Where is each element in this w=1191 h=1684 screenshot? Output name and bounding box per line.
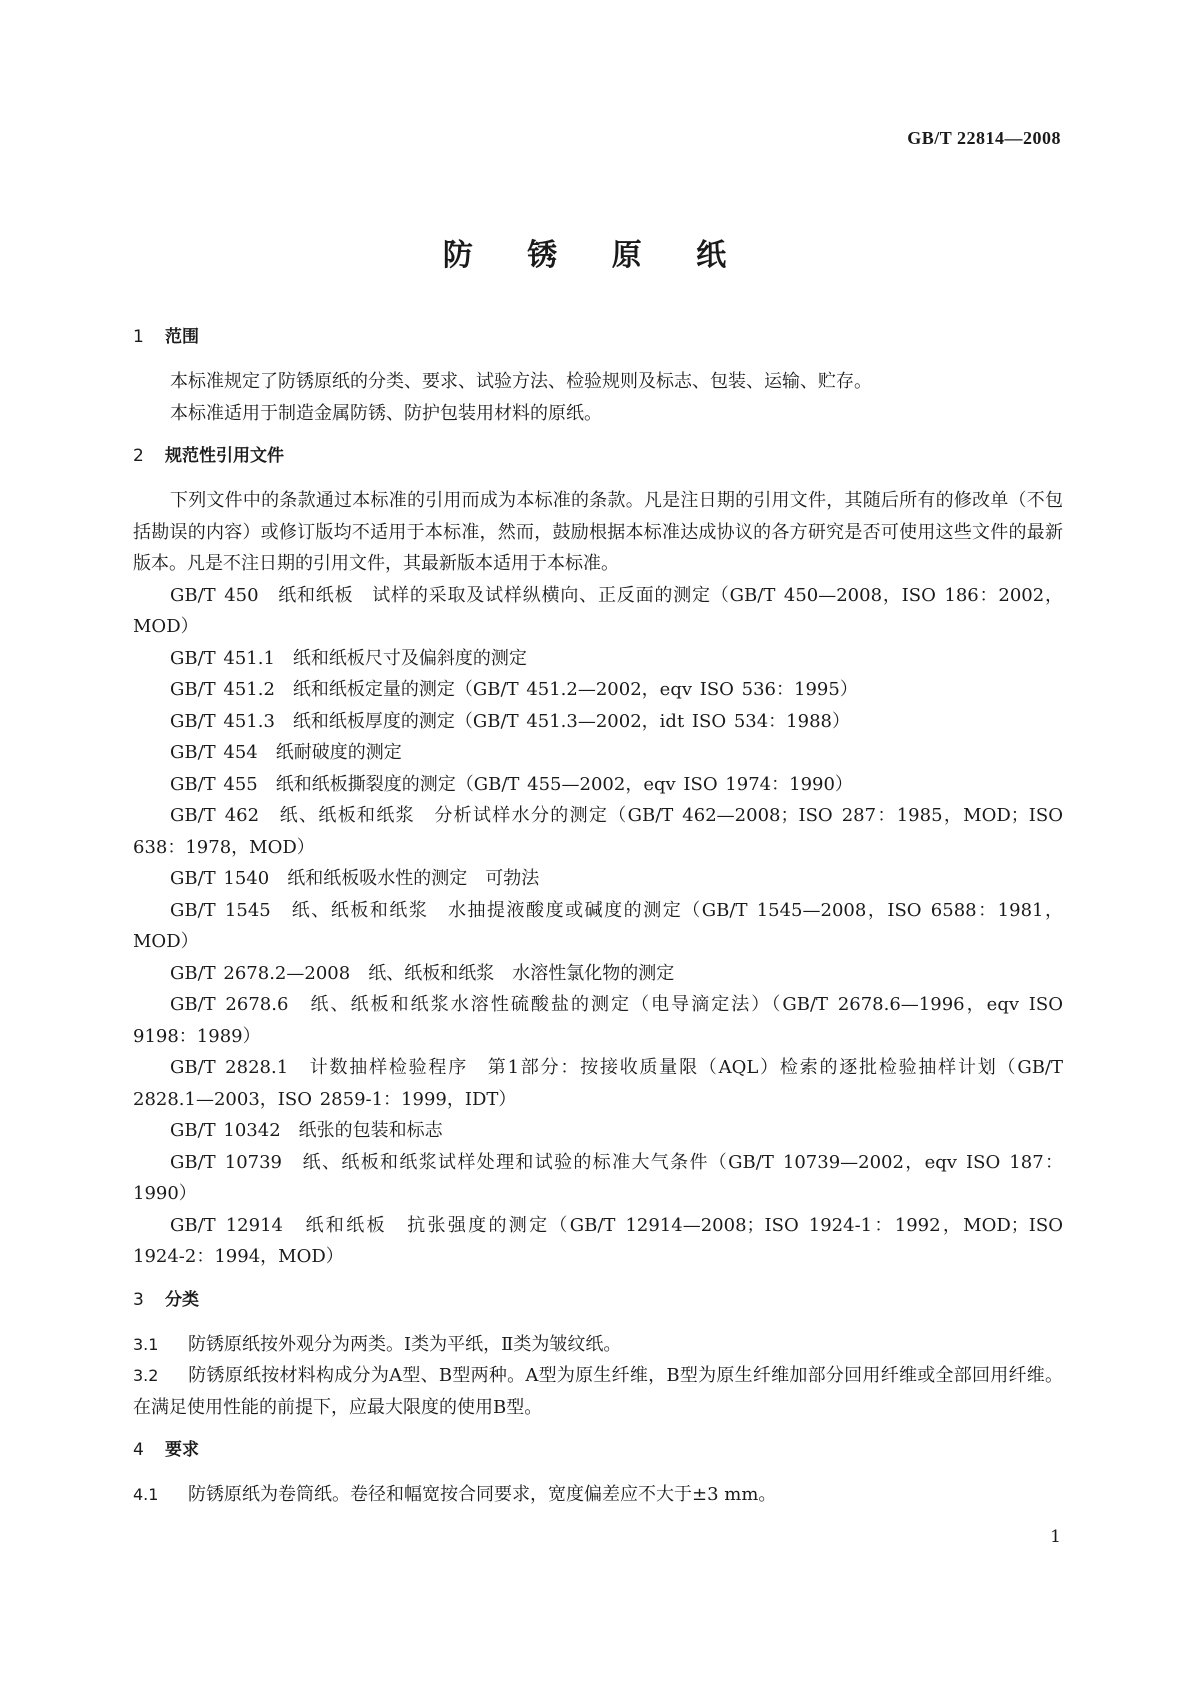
reference-item: GB/T 2828.1 计数抽样检验程序 第1部分：按接收质量限（AQL）检索的逐批检验抽样计划（GB/T 2828.1—2003，ISO 2859-1：1999，IDT） — [133, 1057, 1063, 1110]
section-heading-normative-references — [133, 441, 1063, 471]
clause-text: 防锈原纸按材料构成分为A型、B型两种。A型为原生纤维，B型为原生纤维加部分回用纤维或全部回用纤维。在满足使用性能的前提下，应最大限度的使用B型。 — [133, 1365, 1063, 1418]
section-title: 要求 — [165, 1440, 199, 1460]
reference-item: GB/T 2678.6 纸、纸板和纸浆水溶性硫酸盐的测定（电导滴定法）（GB/T 2678.6—1996，eqv ISO 9198：1989） — [133, 994, 1063, 1047]
section-number: 1 — [133, 327, 144, 347]
document-body — [133, 322, 1063, 1511]
clause-number: 3.2 — [133, 1366, 159, 1385]
reference-item: GB/T 1545 纸、纸板和纸浆 水抽提液酸度或碱度的测定（GB/T 1545—2008，ISO 6588：1981，MOD） — [133, 899, 1063, 952]
section-number: 2 — [133, 446, 144, 466]
reference-item: GB/T 462 纸、纸板和纸浆 分析试样水分的测定（GB/T 462—2008；ISO 287：1985，MOD；ISO 638：1978，MOD） — [133, 805, 1063, 858]
page-number: 1 — [1050, 1527, 1061, 1547]
reference-item: GB/T 10739 纸、纸板和纸浆试样处理和试验的标准大气条件（GB/T 10739—2002，eqv ISO 187：1990） — [133, 1151, 1063, 1204]
reference-item: GB/T 454 纸耐破度的测定 — [170, 742, 402, 763]
reference-item: GB/T 10342 纸张的包装和标志 — [170, 1120, 443, 1141]
reference-item: GB/T 451.2 纸和纸板定量的测定（GB/T 451.2—2002，eqv ISO 536：1995） — [170, 679, 858, 700]
clause — [133, 1479, 1063, 1511]
reference-item: GB/T 455 纸和纸板撕裂度的测定（GB/T 455—2002，eqv ISO 1974：1990） — [170, 773, 853, 795]
section-title: 分类 — [165, 1289, 199, 1310]
clause-number: 3.1 — [133, 1334, 159, 1354]
clause-text: 防锈原纸按外观分为两类。Ⅰ类为平纸，Ⅱ类为皱纹纸。 — [188, 1333, 622, 1355]
section-number: 4 — [133, 1440, 144, 1460]
standard-code: GB/T 22814—2008 — [907, 128, 1061, 148]
page-title: 防 锈 原 纸 — [442, 238, 749, 273]
reference-item: GB/T 1540 纸和纸板吸水性的测定 可勃法 — [170, 868, 540, 889]
section-number: 3 — [133, 1289, 144, 1310]
paragraph: 本标准规定了防锈原纸的分类、要求、试验方法、检验规则及标志、包装、运输、贮存。 — [170, 371, 872, 392]
section-heading-classification — [133, 1285, 1063, 1315]
paragraph: 本标准适用于制造金属防锈、防护包装用材料的原纸。 — [170, 402, 602, 424]
clause — [133, 1329, 1063, 1361]
reference-item: GB/T 451.3 纸和纸板厚度的测定（GB/T 451.3—2002，idt ISO 534：1988） — [170, 710, 850, 732]
section-heading-requirements — [133, 1435, 1063, 1465]
section-heading-scope — [133, 322, 1063, 352]
section-title: 范围 — [165, 327, 199, 347]
section-title: 规范性引用文件 — [165, 446, 284, 466]
clause-text: 防锈原纸为卷筒纸。卷径和幅宽按合同要求，宽度偏差应不大于±3 mm。 — [188, 1484, 777, 1505]
reference-item: GB/T 12914 纸和纸板 抗张强度的测定（GB/T 12914—2008；ISO 1924-1：1992，MOD；ISO 1924-2：1994，MOD） — [133, 1214, 1063, 1267]
paragraph: 下列文件中的条款通过本标准的引用而成为本标准的条款。凡是注日期的引用文件，其随后所有的修改单（不包括勘误的内容）或修订版均不适用于本标准，然而，鼓励根据本标准达成协议的各方研究是否可使用这些文件的最新版本。凡是不注日期的引用文件，其最新版本适用于本标准。 — [133, 490, 1063, 574]
clause-number: 4.1 — [133, 1485, 159, 1504]
reference-item: GB/T 2678.2—2008 纸、纸板和纸浆 水溶性氯化物的测定 — [170, 962, 675, 984]
clause — [133, 1360, 1063, 1423]
reference-item: GB/T 451.1 纸和纸板尺寸及偏斜度的测定 — [170, 647, 527, 669]
reference-item: GB/T 450 纸和纸板 试样的采取及试样纵横向、正反面的测定（GB/T 450—2008，ISO 186：2002，MOD） — [133, 584, 1063, 637]
